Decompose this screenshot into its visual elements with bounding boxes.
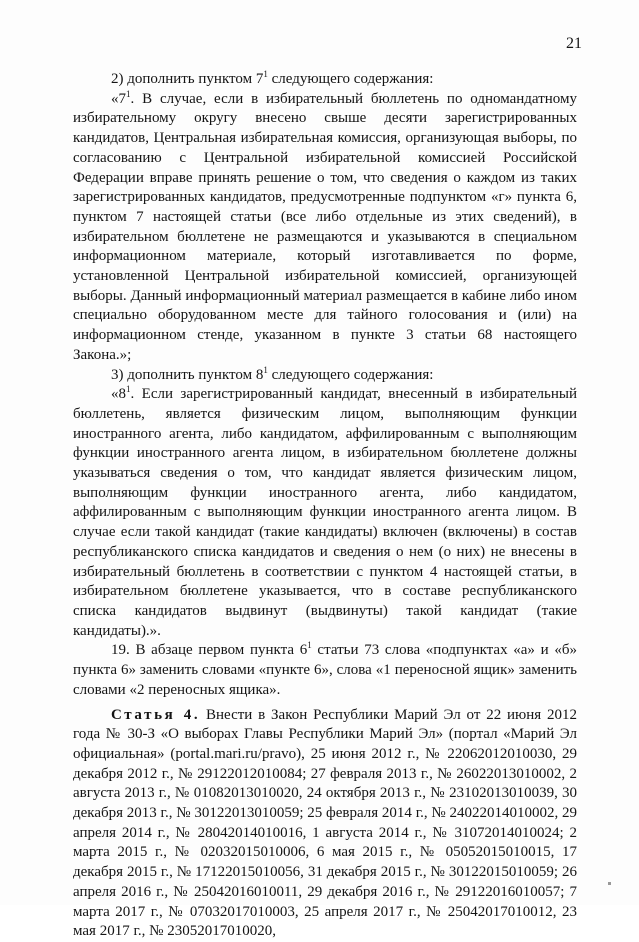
item-2-intro-text-end: следующего содержания:	[267, 71, 434, 87]
document-body	[73, 70, 577, 942]
item-3-intro	[73, 366, 577, 386]
item-3-quote-paragraph	[73, 385, 577, 641]
article-4-text: Внести в Закон Республики Марий Эл от 22 июня 2012 года № 30-З «О выборах Главы Республики Марий Эл» (портал «Марий Эл официальная» (portal.mari.ru/pravo), 25 июня 2012 г., № 22062012010030, 29 декабря 2012 г., № 29122012010084; 27 февраля 2013 г., № 26022013010002, 2 августа 2013 г., № 01082013010020, 24 октября 2013 г., № 23102013010039, 30 декабря 2013 г., № 30122013010059; 25 февраля 2014 г., № 24022014010002, 29 апреля 2014 г., № 28042014010016, 1 августа 2014 г., № 31072014010024; 2 марта 2015 г., № 02032015010006, 6 мая 2015 г., № 05052015010015, 17 декабря 2015 г., № 17122015010056, 31 декабря 2015 г., № 30122015010059; 26 апреля 2016 г., № 25042016010011, 29 декабря 2016 г., № 29122016010057; 7 марта 2017 г., № 07032017010003, 25 апреля 2017 г., № 25042017010012, 23 мая 2017 г., № 23052017010020,	[73, 706, 577, 940]
item-3-intro-superscript: 1	[263, 364, 268, 375]
item-19-text-end: статьи 73 слова «подпунктах «а» и «б» пункта 6» заменить словами «пункте 6», слова «1 переносной ящик» заменить словами «2 переносных ящика».	[73, 642, 577, 698]
item-2-quote-paragraph	[73, 90, 577, 366]
item-2-quote-open: «7	[111, 90, 126, 107]
item-3-intro-text: 3) дополнить пунктом 8	[111, 366, 264, 383]
item-3-quote-superscript: 1	[126, 384, 131, 395]
item-2-intro-text: 2) дополнить пунктом 7	[111, 71, 264, 87]
item-3-intro-text-end: следующего содержания:	[267, 366, 434, 383]
scan-speck	[608, 882, 611, 885]
item-2-intro-superscript: 1	[263, 69, 268, 79]
item-19-text: 19. В абзаце первом пункта 6	[111, 642, 308, 659]
item-19-paragraph	[73, 641, 577, 700]
item-2-intro	[73, 70, 577, 90]
item-19-superscript: 1	[307, 640, 312, 651]
item-3-quote-open: «8	[111, 386, 126, 403]
item-2-quote-superscript: 1	[126, 88, 131, 99]
article-4-paragraph	[73, 706, 577, 942]
article-4-heading: Статья 4.	[111, 706, 201, 723]
item-2-quote-text: . В случае, если в избирательный бюллетень по одномандатному избирательному округу внесено свыше десяти зарегистрированных кандидатов, Центральная избирательная комиссия, организующая выборы, по согласованию с Центральной избирательной комиссией Российской Федерации вправе принять решение о том, что сведения о каждом из таких зарегистрированных кандидатов, предусмотренные подпунктом «г» пункта 6, пунктом 7 настоящей статьи (все либо отдельные из этих сведений), в избирательном бюллетене не размещаются и указываются в специальном информационном материале, который изготавливается по форме, установленной Центральной избирательной комиссией, организующей выборы. Данный информационный материал размещается в кабине либо ином специально оборудованном месте для тайного голосования и (или) на информационном стенде, указанном в пункте 3 статьи 68 настоящего Закона.»;	[73, 90, 577, 363]
page-number: 21	[566, 35, 582, 52]
item-3-quote-text: . Если зарегистрированный кандидат, внесенный в избирательный бюллетень, является физическим лицом, выполняющим функции иностранного агента, либо кандидатом, аффилированным с выполняющим функции иностранного агента лицом, в избирательном бюллетене должны указываться сведения о том, что кандидат является физическим лицом, выполняющим функции иностранного агента, либо кандидатом, аффилированным с выполняющим функции иностранного агента лицом. В случае если такой кандидат (такие кандидаты) включен (включены) в состав республиканского списка кандидатов и сведения о нем (о них) не внесены в избирательный бюллетень в соответствии с пунктом 4 настоящей статьи, в избирательном бюллетене указывается, что в составе республиканского списка кандидатов выдвинут (выдвинуты) такой кандидат (такие кандидаты).».	[73, 386, 577, 639]
